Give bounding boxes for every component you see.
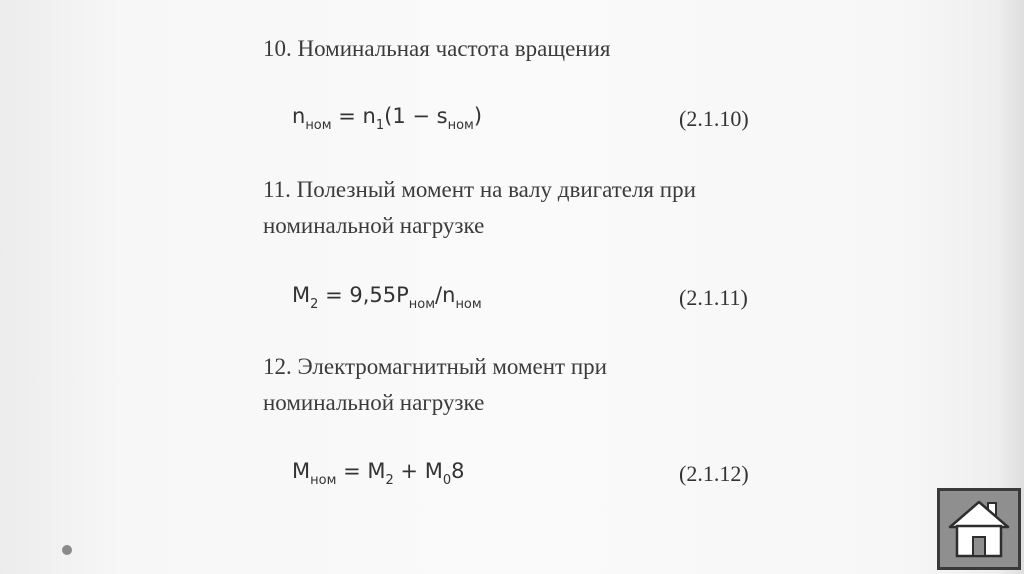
dot-icon <box>62 545 72 555</box>
formula-part: = 9,55P <box>318 283 409 307</box>
equation-number-12: (2.1.12) <box>679 461 749 486</box>
home-button[interactable] <box>937 488 1021 570</box>
formula-part: (1 − s <box>384 104 448 128</box>
home-icon <box>946 497 1012 561</box>
formula-subscript: ном <box>455 297 482 312</box>
formula-part: = M <box>336 459 386 483</box>
formula-part: = n <box>331 104 376 128</box>
formula-part: /n <box>435 283 456 307</box>
formula-subscript: 0 <box>442 473 452 488</box>
formula-subscript: ном <box>310 473 337 488</box>
equation-number-11: (2.1.11) <box>679 285 748 310</box>
formula-part: n <box>292 104 306 128</box>
heading-10: 10. Номинальная частота вращения <box>263 36 611 61</box>
formula-subscript: 2 <box>385 473 394 488</box>
formula-subscript: ном <box>408 297 436 312</box>
formula-part: ) <box>473 104 483 128</box>
formula-part: 8 <box>451 459 465 483</box>
formula-subscript: ном <box>447 118 474 133</box>
formula-2-1-11 <box>292 283 482 312</box>
formula-subscript: 1 <box>375 118 385 133</box>
formula-subscript: ном <box>305 118 332 133</box>
heading-11-line-2: номинальной нагрузке <box>263 213 485 238</box>
heading-12-line-1: 12. Электромагнитный момент при <box>263 354 607 379</box>
heading-11-line-1: 11. Полезный момент на валу двигателя при <box>263 177 696 202</box>
formula-2-1-12 <box>292 459 465 488</box>
formula-subscript: 2 <box>310 297 319 312</box>
formula-part: M <box>292 283 311 307</box>
formula-part: + M <box>393 459 443 483</box>
formula-part: M <box>292 459 311 483</box>
formula-2-1-10 <box>292 104 483 133</box>
equation-number-10: (2.1.10) <box>679 106 749 131</box>
heading-12-line-2: номинальной нагрузке <box>263 390 485 415</box>
